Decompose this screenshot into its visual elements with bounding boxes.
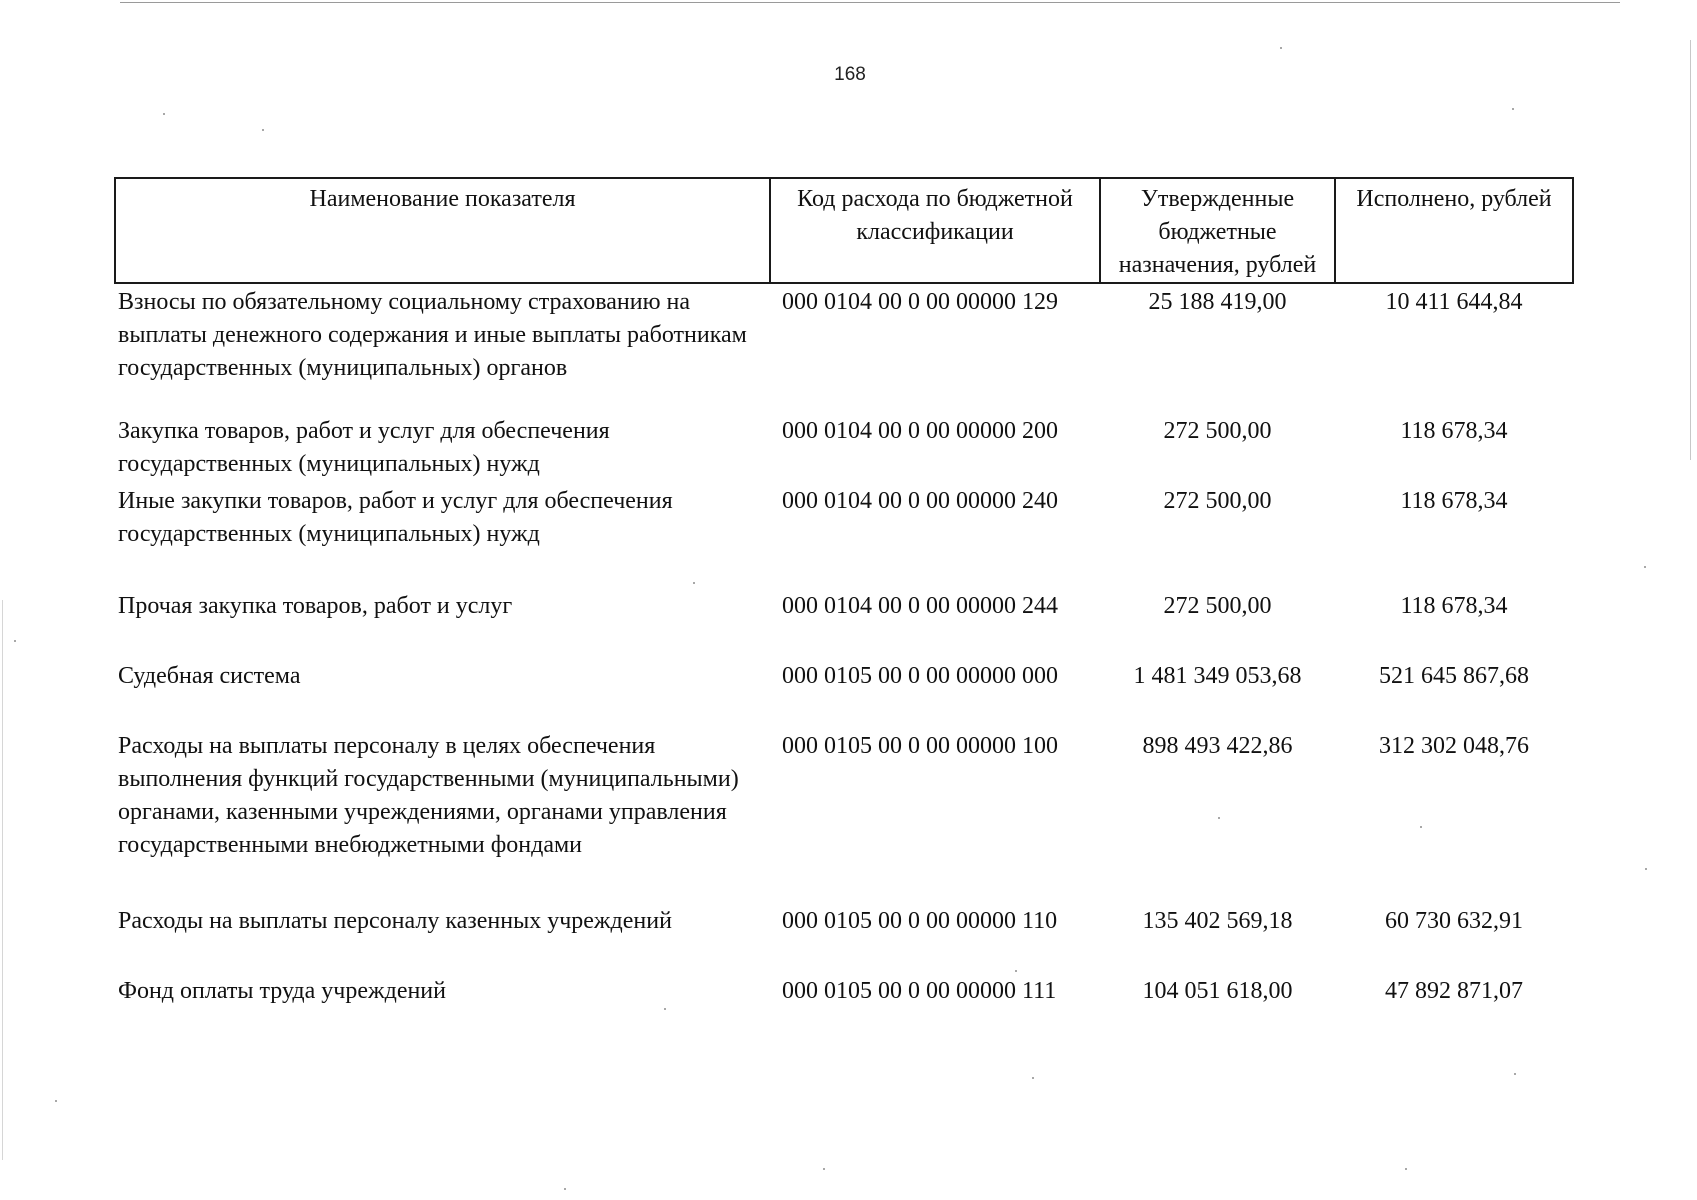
scan-speck <box>1280 47 1282 49</box>
row-executed-amount: 60 730 632,91 <box>1385 908 1523 934</box>
scan-speck <box>1514 1073 1516 1075</box>
scan-top-edge-line <box>120 2 1620 3</box>
table-header-row <box>115 178 1573 283</box>
table-row <box>115 283 1573 413</box>
table-row <box>115 658 1573 728</box>
row-approved-amount: 104 051 618,00 <box>1142 978 1293 1004</box>
row-approved-amount: 135 402 569,18 <box>1142 908 1293 934</box>
row-executed-amount: 10 411 644,84 <box>1385 289 1523 315</box>
budget-execution-table <box>114 177 1574 1013</box>
scan-speck <box>1420 826 1422 828</box>
scan-speck <box>1015 970 1017 972</box>
row-budget-code: 000 0105 00 0 00 00000 110 <box>782 908 1058 934</box>
header-executed-amount: Исполнено, рублей <box>1335 178 1573 283</box>
row-indicator-name: Расходы на выплаты персоналу в целях обеспечения выполнения функций государственными (муниципальными) органами, казенными учреждениями, органами управления государственными внебюджетными фондами <box>118 733 739 858</box>
row-indicator-name: Взносы по обязательному социальному страхованию на выплаты денежного содержания и иные выплаты работникам государственных (муниципальных) органов <box>118 289 747 381</box>
scan-speck <box>262 129 264 131</box>
scan-right-edge-line <box>1690 40 1691 460</box>
scan-speck <box>1405 1168 1407 1170</box>
scan-speck <box>1512 108 1514 110</box>
row-indicator-name: Судебная система <box>118 663 301 689</box>
row-budget-code: 000 0105 00 0 00 00000 000 <box>782 663 1058 689</box>
row-budget-code: 000 0104 00 0 00 00000 129 <box>782 289 1058 315</box>
scan-speck <box>55 1100 57 1102</box>
table-row <box>115 413 1573 483</box>
scan-speck <box>14 640 16 642</box>
scan-speck <box>664 1008 666 1010</box>
row-executed-amount: 118 678,34 <box>1400 418 1508 444</box>
scan-speck <box>564 1188 566 1190</box>
row-approved-amount: 898 493 422,86 <box>1142 733 1293 759</box>
table-row <box>115 728 1573 903</box>
row-executed-amount: 118 678,34 <box>1400 593 1508 619</box>
row-budget-code: 000 0104 00 0 00 00000 244 <box>782 593 1058 619</box>
row-budget-code: 000 0104 00 0 00 00000 200 <box>782 418 1058 444</box>
row-budget-code: 000 0104 00 0 00 00000 240 <box>782 488 1058 514</box>
row-indicator-name: Прочая закупка товаров, работ и услуг <box>118 593 513 619</box>
row-budget-code: 000 0105 00 0 00 00000 111 <box>782 978 1057 1004</box>
row-executed-amount: 118 678,34 <box>1400 488 1508 514</box>
row-budget-code: 000 0105 00 0 00 00000 100 <box>782 733 1058 759</box>
row-indicator-name: Фонд оплаты труда учреждений <box>118 978 446 1004</box>
page-number: 168 <box>834 64 866 85</box>
scan-speck <box>1645 868 1647 870</box>
row-executed-amount: 312 302 048,76 <box>1379 733 1529 759</box>
header-approved-amount: Утвержденные бюджетные назначения, рублей <box>1100 178 1335 283</box>
row-indicator-name: Иные закупки товаров, работ и услуг для обеспечения государственных (муниципальных) нужд <box>118 488 673 547</box>
scan-speck <box>163 113 165 115</box>
header-budget-code: Код расхода по бюджетной классификации <box>770 178 1100 283</box>
row-approved-amount: 25 188 419,00 <box>1148 289 1287 315</box>
table-row <box>115 483 1573 588</box>
table-row <box>115 588 1573 658</box>
scan-speck <box>1032 1077 1034 1079</box>
scan-speck <box>823 1168 825 1170</box>
scan-speck <box>1218 817 1220 819</box>
table-row <box>115 903 1573 973</box>
scan-speck <box>693 582 695 584</box>
header-indicator-name: Наименование показателя <box>115 178 770 283</box>
row-approved-amount: 272 500,00 <box>1163 593 1272 619</box>
row-indicator-name: Закупка товаров, работ и услуг для обеспечения государственных (муниципальных) нужд <box>118 418 610 477</box>
row-approved-amount: 272 500,00 <box>1163 488 1272 514</box>
row-approved-amount: 272 500,00 <box>1163 418 1272 444</box>
row-approved-amount: 1 481 349 053,68 <box>1133 663 1302 689</box>
row-indicator-name: Расходы на выплаты персоналу казенных учреждений <box>118 908 672 934</box>
row-executed-amount: 47 892 871,07 <box>1385 978 1523 1004</box>
scan-speck <box>1644 566 1646 568</box>
scan-left-edge-line <box>2 600 3 1160</box>
row-executed-amount: 521 645 867,68 <box>1379 663 1529 689</box>
table-row <box>115 973 1573 1013</box>
